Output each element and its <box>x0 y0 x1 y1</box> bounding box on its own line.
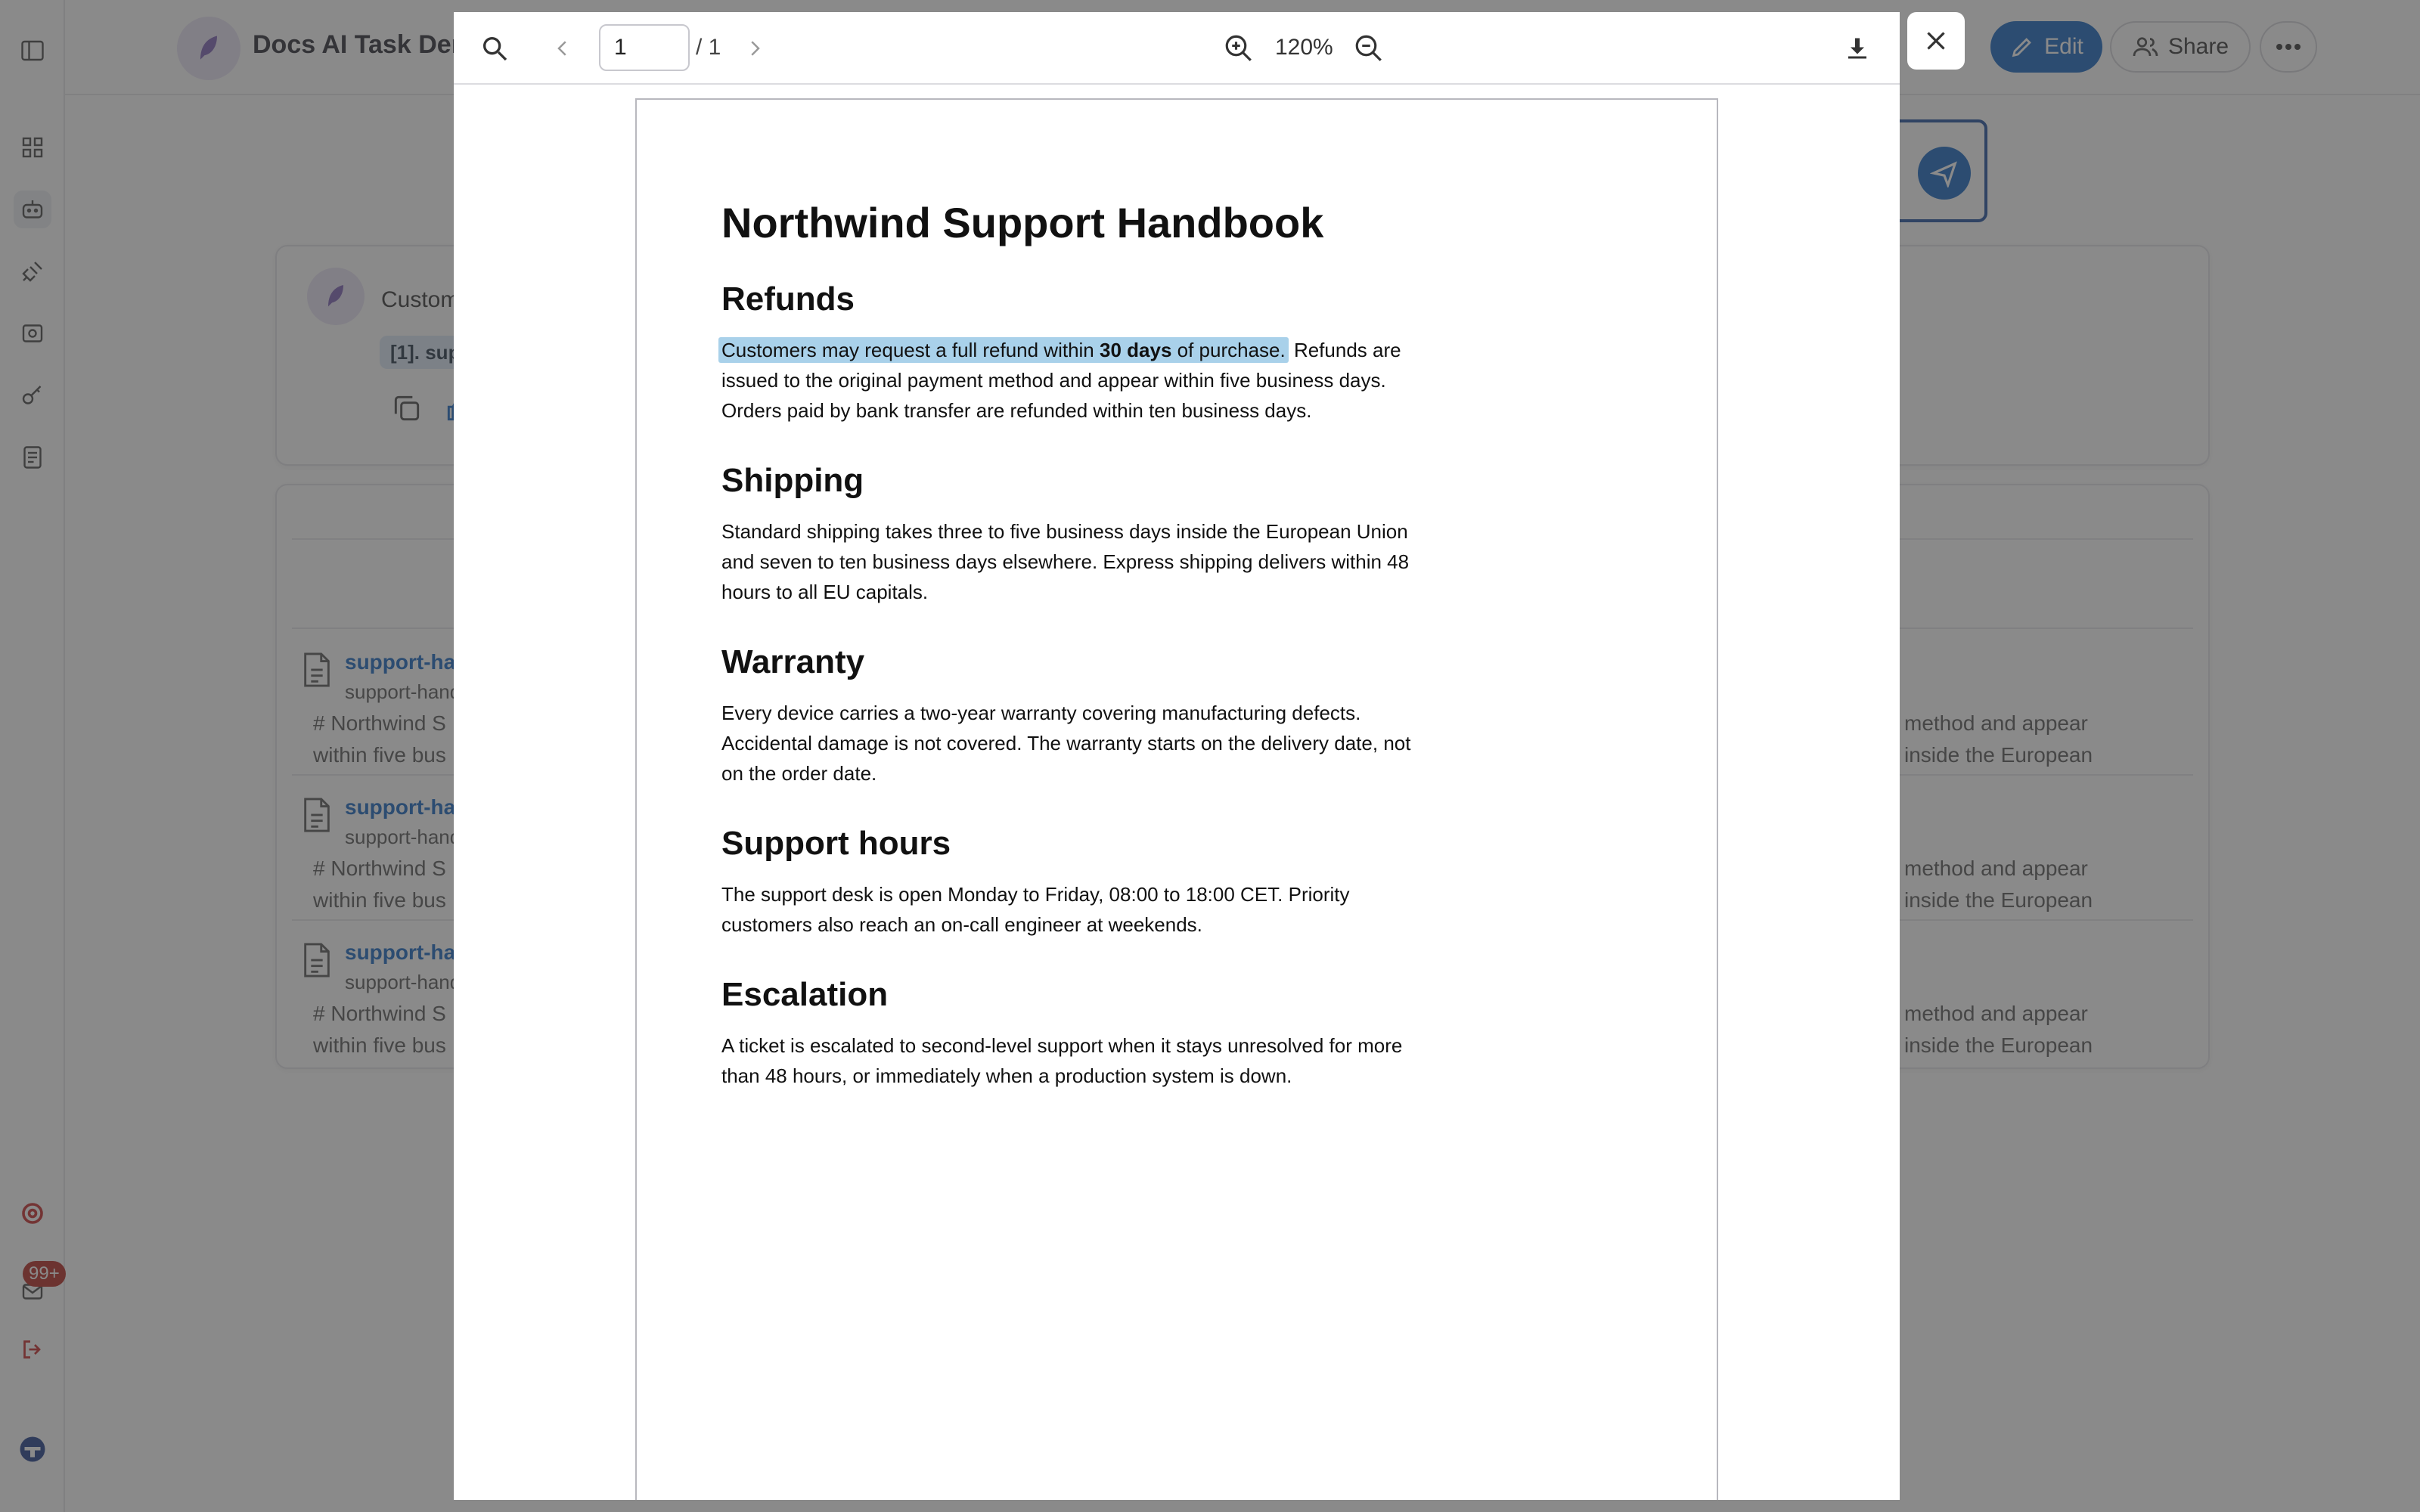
citation-highlight <box>718 337 1289 363</box>
refunds-text: Refunds are issued to the original payment method and appear within five business days. Orders paid by bank transfer are refunded within ten business days. <box>721 339 1401 422</box>
section-heading-warranty: Warranty <box>721 643 865 680</box>
close-icon <box>1922 27 1950 54</box>
section-heading-shipping: Shipping <box>721 462 864 499</box>
section-body-escalation: A ticket is escalated to second-level support when it stays unresolved for more than 48 hours, or immediately when a production system is down. <box>721 1034 1403 1087</box>
pdf-toolbar <box>454 12 1900 85</box>
page-number-input[interactable] <box>599 24 690 71</box>
zoom-in-icon <box>1223 33 1255 64</box>
zoom-out-icon <box>1353 33 1385 64</box>
pdf-content <box>721 198 1432 1127</box>
chevron-right-icon <box>743 37 766 60</box>
previous-page-button[interactable] <box>543 29 582 68</box>
highlight-text: of purchase. <box>1171 339 1286 361</box>
section-body-refunds <box>721 335 1432 426</box>
pdf-viewer-modal <box>454 12 1900 1500</box>
zoom-in-button[interactable] <box>1219 29 1258 68</box>
zoom-out-button[interactable] <box>1349 29 1388 68</box>
document-title: Northwind Support Handbook <box>721 199 1324 246</box>
download-button[interactable] <box>1838 29 1877 68</box>
section-body-warranty: Every device carries a two-year warranty covering manufacturing defects. Accidental damage is not covered. The warranty starts on the delivery date, not on the order date. <box>721 702 1411 785</box>
search-icon <box>479 33 510 64</box>
section-body-shipping: Standard shipping takes three to five business days inside the European Union and seven to ten business days elsewhere. Express shipping delivers within 48 hours to all EU capitals. <box>721 520 1410 603</box>
download-icon <box>1844 35 1871 62</box>
pdf-scroll-area[interactable] <box>454 86 1900 1500</box>
section-heading-refunds: Refunds <box>721 280 855 318</box>
section-heading-escalation: Escalation <box>721 976 889 1013</box>
pdf-page <box>635 98 1718 1500</box>
page-total: / 1 <box>696 35 721 60</box>
next-page-button[interactable] <box>735 29 774 68</box>
close-viewer-button[interactable] <box>1907 12 1965 70</box>
highlight-bold-text: 30 days <box>1100 339 1172 361</box>
search-button[interactable] <box>475 29 514 68</box>
zoom-level: 120% <box>1275 35 1333 60</box>
section-heading-support-hours: Support hours <box>721 825 951 862</box>
section-body-support-hours: The support desk is open Monday to Friday, 08:00 to 18:00 CET. Priority customers also reach an on-call engineer at weekends. <box>721 883 1350 936</box>
highlight-text: Customers may request a full refund within <box>721 339 1100 361</box>
chevron-left-icon <box>551 37 574 60</box>
